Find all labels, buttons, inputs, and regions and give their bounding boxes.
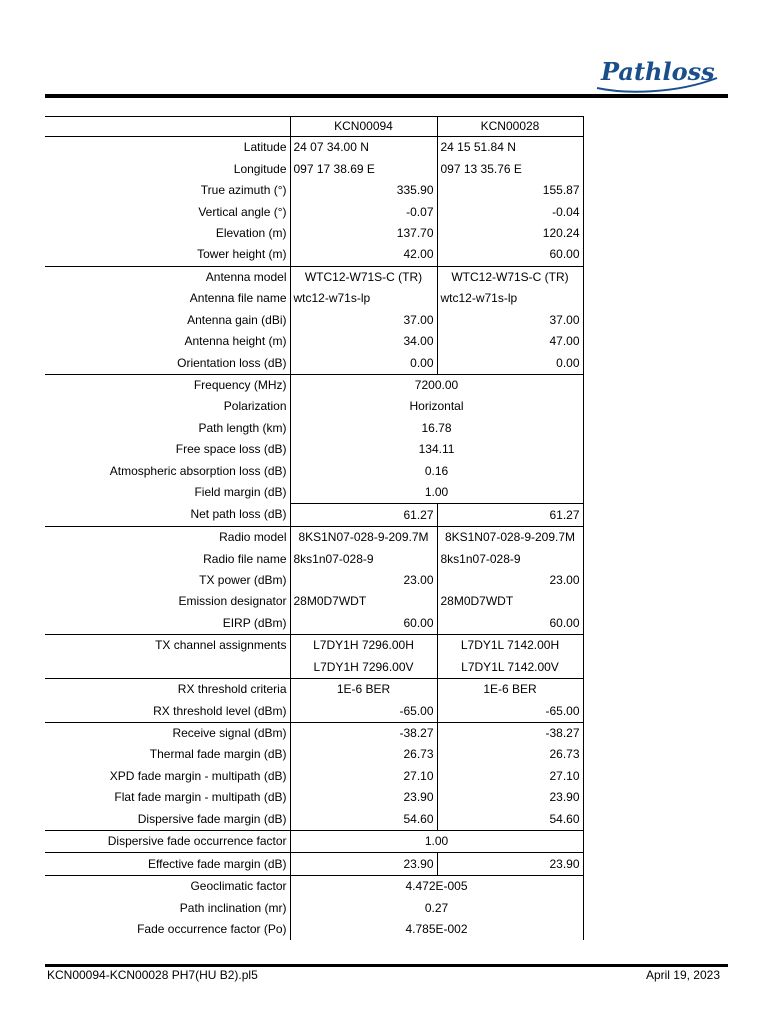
table-row: TX channel assignments L7DY1H 7296.00H L7DY1L 7142.00H bbox=[45, 635, 583, 657]
table-row: XPD fade margin - multipath (dB) 27.10 27.10 bbox=[45, 766, 583, 787]
table-row: Vertical angle (°) -0.07 -0.04 bbox=[45, 201, 583, 222]
table-row: L7DY1H 7296.00V L7DY1L 7142.00V bbox=[45, 657, 583, 679]
header-blank bbox=[45, 117, 290, 137]
table-row: Dispersive fade occurrence factor 1.00 bbox=[45, 831, 583, 853]
footer-file-name: KCN00094-KCN00028 PH7(HU B2).pl5 bbox=[47, 968, 258, 982]
table-row: Path length (km) 16.78 bbox=[45, 418, 583, 439]
table-row: Field margin (dB) 1.00 bbox=[45, 482, 583, 504]
table-row: Polarization Horizontal bbox=[45, 396, 583, 417]
table-row: Flat fade margin - multipath (dB) 23.90 23.90 bbox=[45, 787, 583, 808]
link-report-table bbox=[45, 116, 584, 940]
table-row: Emission designator 28M0D7WDT 28M0D7WDT bbox=[45, 591, 583, 612]
table-row: Effective fade margin (dB) 23.90 23.90 bbox=[45, 853, 583, 875]
table-row: TX power (dBm) 23.00 23.00 bbox=[45, 570, 583, 591]
table-row: Thermal fade margin (dB) 26.73 26.73 bbox=[45, 744, 583, 765]
table-row: Receive signal (dBm) -38.27 -38.27 bbox=[45, 722, 583, 744]
table-row: True azimuth (°) 335.90 155.87 bbox=[45, 180, 583, 201]
svg-text:Pathloss: Pathloss bbox=[601, 57, 715, 86]
table-row: Longitude 097 17 38.69 E 097 13 35.76 E bbox=[45, 158, 583, 179]
table-row: Radio model 8KS1N07-028-9-209.7M 8KS1N07-028-9-209.7M bbox=[45, 526, 583, 548]
site-a-header: KCN00094 bbox=[290, 117, 437, 137]
table-row: Path inclination (mr) 0.27 bbox=[45, 897, 583, 918]
table-row: Antenna height (m) 34.00 47.00 bbox=[45, 331, 583, 352]
table-row: Orientation loss (dB) 0.00 0.00 bbox=[45, 352, 583, 374]
table-row: Antenna gain (dBi) 37.00 37.00 bbox=[45, 310, 583, 331]
table-row: RX threshold level (dBm) -65.00 -65.00 bbox=[45, 700, 583, 722]
table-row: Dispersive fade margin (dB) 54.60 54.60 bbox=[45, 809, 583, 831]
table-row: EIRP (dBm) 60.00 60.00 bbox=[45, 613, 583, 635]
footer-rule bbox=[45, 964, 728, 967]
table-row: Free space loss (dB) 134.11 bbox=[45, 439, 583, 460]
table-row: Elevation (m) 137.70 120.24 bbox=[45, 223, 583, 244]
pathloss-logo bbox=[595, 48, 720, 98]
footer-date: April 19, 2023 bbox=[645, 968, 720, 982]
table-row: Net path loss (dB) 61.27 61.27 bbox=[45, 504, 583, 526]
table-row: Antenna file name wtc12-w71s-lp wtc12-w71s-lp bbox=[45, 288, 583, 309]
site-b-header: KCN00028 bbox=[437, 117, 583, 137]
table-row: Atmospheric absorption loss (dB) 0.16 bbox=[45, 461, 583, 482]
table-row: Latitude 24 07 34.00 N 24 15 51.84 N bbox=[45, 137, 583, 159]
table-row: Frequency (MHz) 7200.00 bbox=[45, 374, 583, 396]
table-row: Fade occurrence factor (Po) 4.785E-002 bbox=[45, 919, 583, 940]
table-row: Geoclimatic factor 4.472E-005 bbox=[45, 875, 583, 897]
table-row: Tower height (m) 42.00 60.00 bbox=[45, 244, 583, 266]
table-row: Radio file name 8ks1n07-028-9 8ks1n07-028-9 bbox=[45, 548, 583, 569]
table-header-row bbox=[45, 117, 583, 137]
table-row: Antenna model WTC12-W71S-C (TR) WTC12-W71S-C (TR) bbox=[45, 266, 583, 288]
table-row: RX threshold criteria 1E-6 BER 1E-6 BER bbox=[45, 678, 583, 700]
header-rule bbox=[45, 94, 728, 98]
